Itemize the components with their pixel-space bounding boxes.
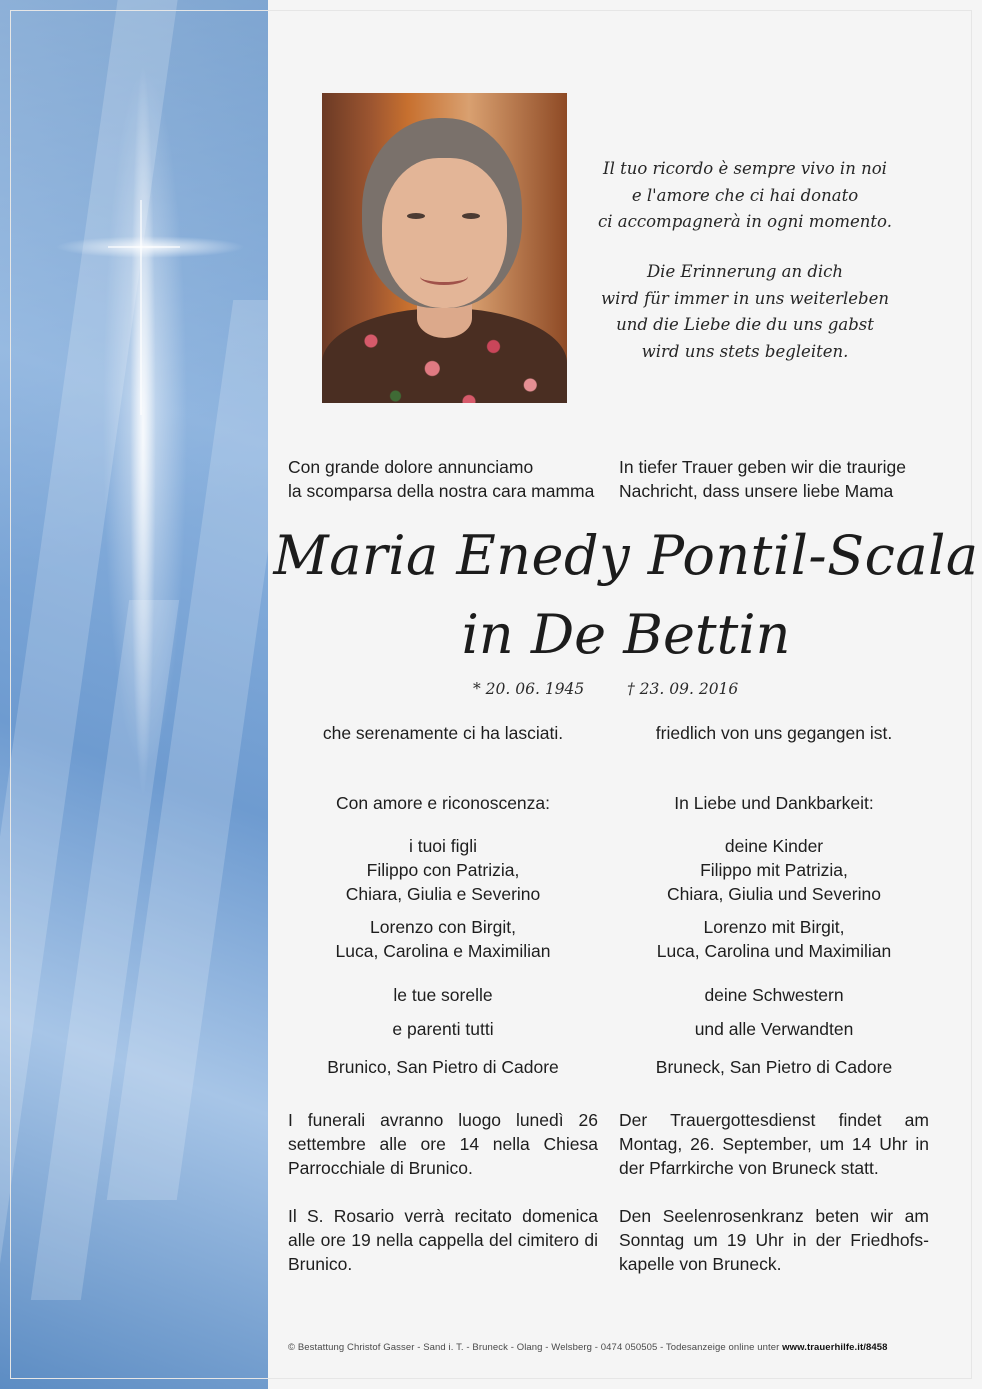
cross-icon-bar <box>108 246 180 248</box>
photo-eye <box>462 213 480 219</box>
children-label: deine Kinder <box>724 836 824 856</box>
passed-german: friedlich von uns gegangen ist. <box>655 723 893 743</box>
children-label: i tuoi figli <box>408 836 478 856</box>
poem-line: Die Erinnerung an dich <box>646 262 844 281</box>
photo-face <box>382 158 507 308</box>
deceased-name: Maria Enedy Pontil-Scala <box>273 524 979 587</box>
places-label: Bruneck, San Pietro di Cadore <box>655 1057 893 1077</box>
rosary-info-german: Den Seelenrosenkranz beten wir am Sonntag um 19 Uhr in der Friedhofs-kapelle von Bruneck. <box>619 1206 929 1274</box>
family-line: Luca, Carolina e Maximilian <box>335 941 551 961</box>
footer-text: © Bestattung Christof Gasser - Sand i. T. - Bruneck - Olang - Welsberg - 0474 050505 - Todesanzeige online unter <box>288 1342 780 1353</box>
poem-line: e l'amore che ci hai donato <box>631 185 859 205</box>
sisters-label: le tue sorelle <box>393 985 493 1005</box>
mourners-italian <box>288 791 598 1079</box>
deceased-married-name: in De Bettin <box>461 603 791 666</box>
poem-line: Il tuo ricordo è sempre vivo in noi <box>603 159 887 178</box>
poem-line: wird für immer in uns weiterleben <box>601 288 889 308</box>
birth-date: * 20. 06. 1945 <box>473 680 585 698</box>
family-line: Chiara, Giulia und Severino <box>666 884 881 904</box>
death-date: † 23. 09. 2016 <box>627 680 739 698</box>
intro-line: Nachricht, dass unsere liebe Mama <box>619 481 894 501</box>
photo-eye <box>407 213 425 219</box>
intro-line: la scomparsa della nostra cara mamma <box>288 481 595 501</box>
intro-german <box>619 455 929 503</box>
family-line: Luca, Carolina und Maximilian <box>656 941 892 961</box>
footer-link[interactable]: www.trauerhilfe.it/8458 <box>782 1342 888 1353</box>
poem-line: ci accompagnerà in ogni momento. <box>598 212 892 231</box>
intro-line: In tiefer Trauer geben wir die traurige <box>619 457 906 477</box>
mourners-german <box>619 791 929 1079</box>
poem-german <box>580 259 910 365</box>
family-line: Chiara, Giulia e Severino <box>345 884 541 904</box>
mourners-heading: Con amore e riconoscenza: <box>336 793 550 813</box>
funeral-info-german: Der Trauergottesdienst findet am Montag, 26. September, um 14 Uhr in der Pfarrkirche von Bruneck statt. <box>619 1110 929 1178</box>
family-line: Lorenzo con Birgit, <box>370 917 516 937</box>
poem-line: und die Liebe die du uns gabst <box>616 315 874 334</box>
portrait-photo <box>322 93 567 403</box>
intro-line: Con grande dolore annunciamo <box>288 457 534 477</box>
family-line: Filippo con Patrizia, <box>366 860 520 880</box>
photo-smile <box>420 268 468 285</box>
sisters-label: deine Schwestern <box>704 985 844 1005</box>
relatives-label: und alle Verwandten <box>694 1019 854 1039</box>
intro-italian <box>288 455 598 503</box>
mourners-heading: In Liebe und Dankbarkeit: <box>674 793 874 813</box>
decorative-blue-panel <box>0 0 268 1389</box>
poem-line: wird uns stets begleiten. <box>641 341 849 361</box>
poem-italian <box>580 156 910 236</box>
family-line: Filippo mit Patrizia, <box>700 860 848 880</box>
cross-icon <box>140 200 142 415</box>
rosary-info-italian: Il S. Rosario verrà recitato domenica alle ore 19 nella cappella del cimitero di Brunico. <box>288 1206 598 1274</box>
funeral-info-italian: I funerali avranno luogo lunedì 26 settembre alle ore 14 nella Chiesa Parrocchiale di Brunico. <box>288 1110 598 1178</box>
relatives-label: e parenti tutti <box>392 1019 494 1039</box>
places-label: Brunico, San Pietro di Cadore <box>327 1057 559 1077</box>
passed-italian: che serenamente ci ha lasciati. <box>322 723 564 743</box>
footer-credit <box>288 1342 968 1353</box>
light-beam <box>130 60 156 800</box>
family-line: Lorenzo mit Birgit, <box>703 917 845 937</box>
